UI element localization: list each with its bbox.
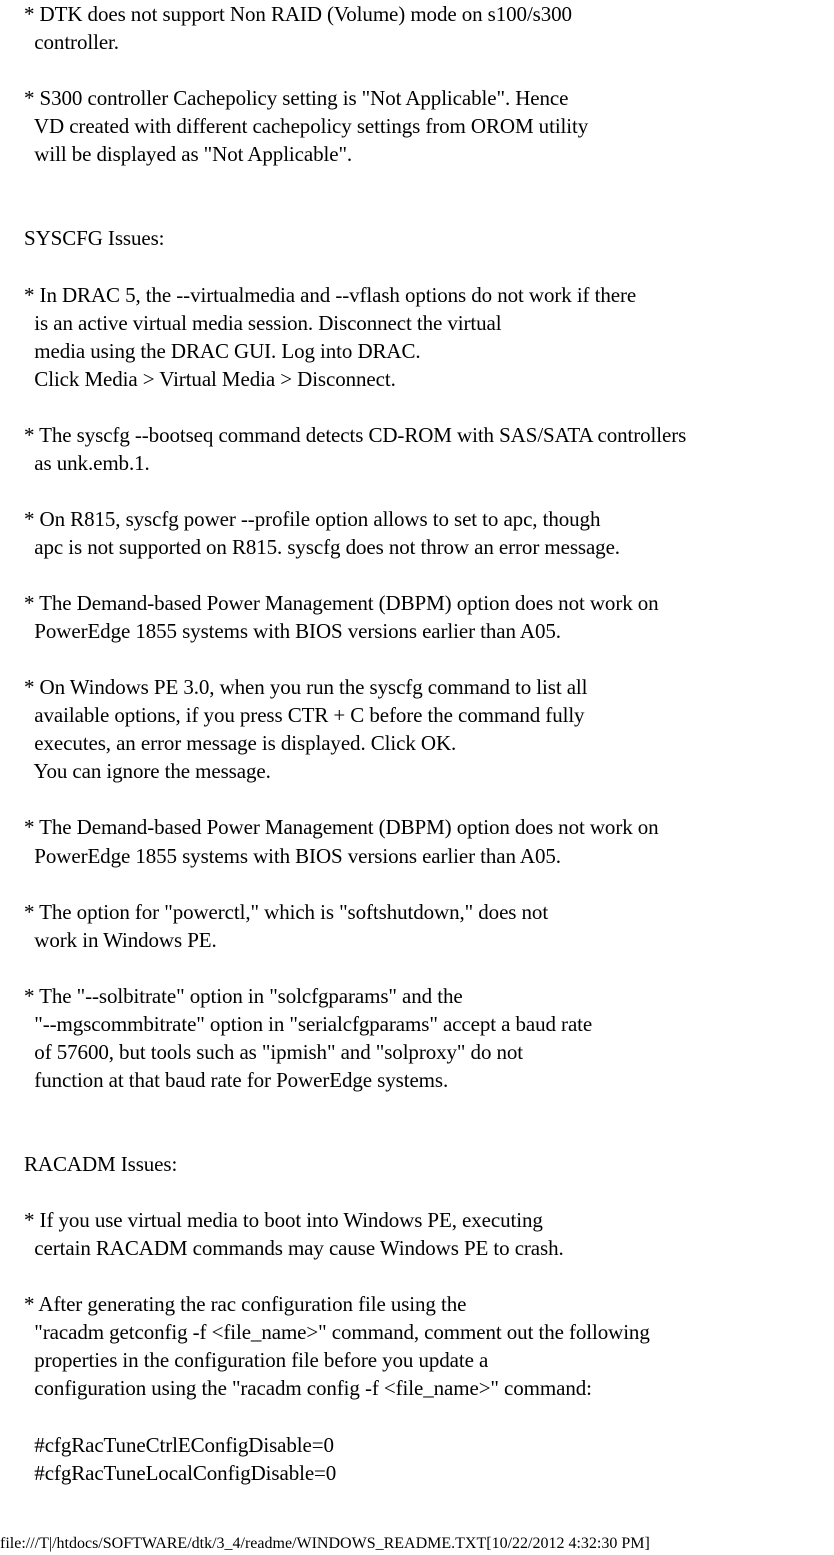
readme-line: configuration using the "racadm config -f <file_name>" command:: [24, 1376, 592, 1401]
readme-line: * If you use virtual media to boot into Windows PE, executing: [24, 1208, 543, 1233]
readme-line: apc is not supported on R815. syscfg does not throw an error message.: [24, 534, 620, 559]
readme-line: available options, if you press CTR + C before the command fully: [24, 703, 585, 728]
readme-line: You can ignore the message.: [24, 759, 271, 784]
readme-line: PowerEdge 1855 systems with BIOS versions earlier than A05.: [24, 619, 561, 644]
readme-line: properties in the configuration file before you update a: [24, 1348, 489, 1373]
readme-line: controller.: [24, 30, 119, 55]
readme-line: * The Demand-based Power Management (DBPM) option does not work on: [24, 591, 659, 616]
readme-line: VD created with different cachepolicy settings from OROM utility: [24, 114, 589, 139]
readme-line: Click Media > Virtual Media > Disconnect.: [24, 366, 396, 391]
readme-line: SYSCFG Issues:: [24, 226, 165, 251]
readme-line: #cfgRacTuneLocalConfigDisable=0: [24, 1460, 337, 1485]
file-path-footer: file:///T|/htdocs/SOFTWARE/dtk/3_4/readme/WINDOWS_README.TXT[10/22/2012 4:32:30 PM]: [0, 1535, 650, 1552]
readme-line: * After generating the rac configuration file using the: [24, 1292, 467, 1317]
readme-line: * The Demand-based Power Management (DBPM) option does not work on: [24, 815, 659, 840]
readme-line: RACADM Issues:: [24, 1152, 178, 1177]
readme-line: * S300 controller Cachepolicy setting is "Not Applicable". Hence: [24, 86, 569, 111]
readme-line: "racadm getconfig -f <file_name>" command, comment out the following: [24, 1320, 650, 1345]
readme-line: will be displayed as "Not Applicable".: [24, 142, 353, 167]
readme-line: function at that baud rate for PowerEdge systems.: [24, 1067, 449, 1092]
readme-line: * In DRAC 5, the --virtualmedia and --vflash options do not work if there: [24, 282, 637, 307]
readme-line: * On R815, syscfg power --profile option allows to set to apc, though: [24, 506, 601, 531]
readme-line: * The option for "powerctl," which is "softshutdown," does not: [24, 899, 549, 924]
readme-line: work in Windows PE.: [24, 927, 217, 952]
readme-line: #cfgRacTuneCtrlEConfigDisable=0: [24, 1432, 334, 1457]
readme-line: PowerEdge 1855 systems with BIOS versions earlier than A05.: [24, 843, 561, 868]
readme-line: is an active virtual media session. Disconnect the virtual: [24, 310, 502, 335]
readme-line: media using the DRAC GUI. Log into DRAC.: [24, 338, 421, 363]
readme-line: certain RACADM commands may cause Windows PE to crash.: [24, 1236, 564, 1261]
readme-line: of 57600, but tools such as "ipmish" and "solproxy" do not: [24, 1039, 524, 1064]
readme-line: * The syscfg --bootseq command detects CD-ROM with SAS/SATA controllers: [24, 422, 687, 447]
readme-line: * On Windows PE 3.0, when you run the syscfg command to list all: [24, 675, 588, 700]
readme-line: "--mgscommbitrate" option in "serialcfgparams" accept a baud rate: [24, 1011, 593, 1036]
readme-line: * DTK does not support Non RAID (Volume) mode on s100/s300: [24, 2, 572, 26]
readme-line: * The "--solbitrate" option in "solcfgparams" and the: [24, 983, 463, 1008]
readme-line: executes, an error message is displayed. Click OK.: [24, 731, 457, 756]
readme-line: as unk.emb.1.: [24, 450, 150, 475]
